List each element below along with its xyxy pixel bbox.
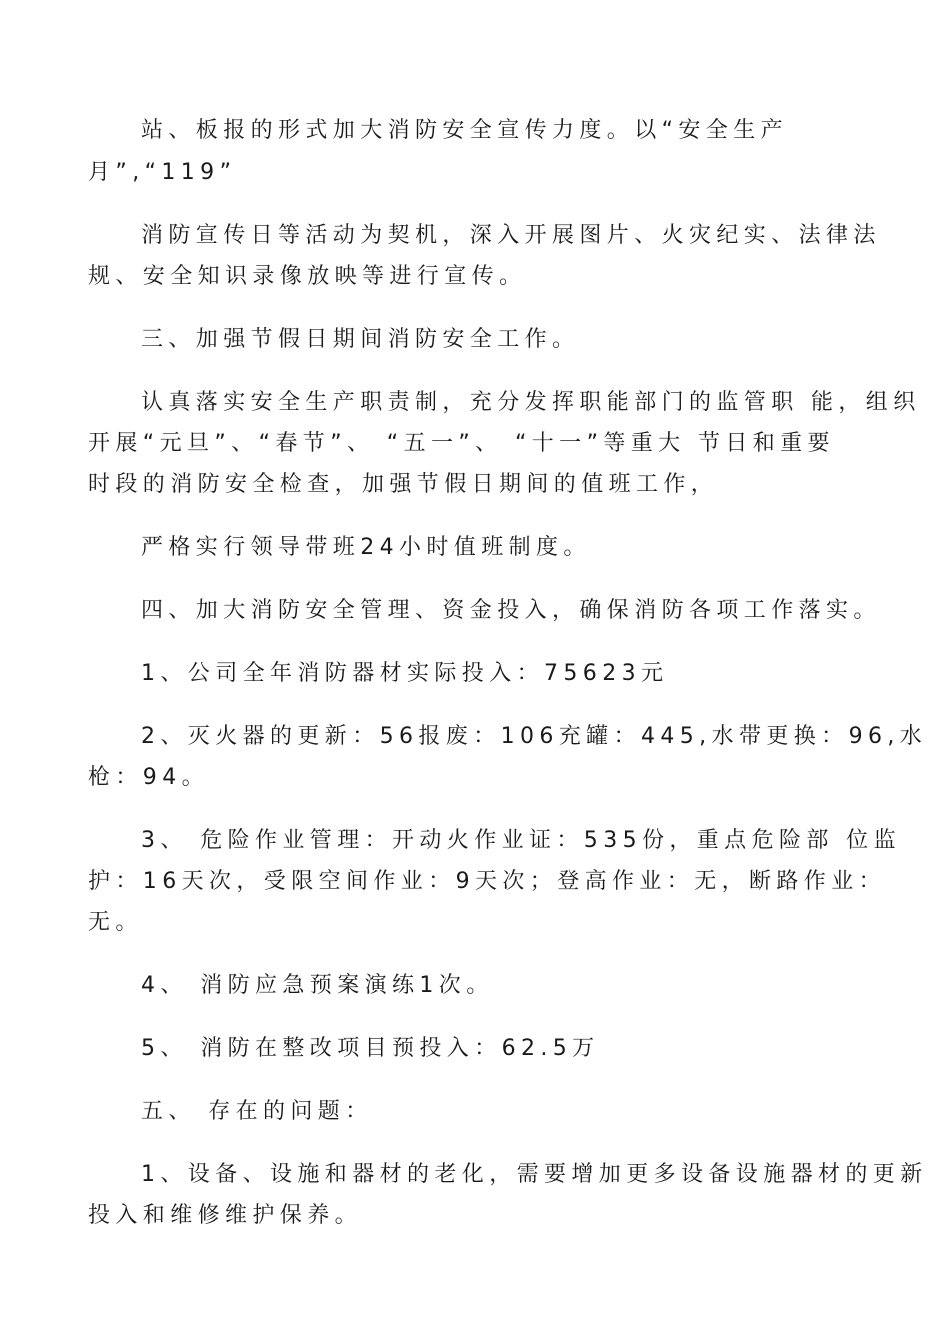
list-item-continuation: 护：16天次，受限空间作业：9天次；登高作业：无，断路作业： xyxy=(88,869,886,894)
list-item: 3、 危险作业管理：开动火作业证：535份，重点危险部 位监 xyxy=(141,828,901,853)
section-heading: 五、 存在的问题： xyxy=(141,1099,373,1124)
section-heading: 三、加强节假日期间消防安全工作。 xyxy=(141,327,580,352)
list-item-continuation: 无。 xyxy=(88,910,143,935)
paragraph-line: 时段的消防安全检查，加强节假日期间的值班工作， xyxy=(88,472,719,497)
paragraph-line: 严格实行领导带班24小时值班制度。 xyxy=(141,535,591,560)
list-item: 2、灭火器的更新：56报废：106充罐：445,水带更换：96,水 xyxy=(141,724,928,749)
paragraph-line: 开展“元旦”、“春节”、 “五一”、 “十一”等重大 节日和重要 xyxy=(88,431,835,456)
section-heading: 四、加大消防安全管理、资金投入，确保消防各项工作落实。 xyxy=(141,598,881,623)
list-item-continuation: 枪：94。 xyxy=(88,765,209,790)
paragraph-line: 规、安全知识录像放映等进行宣传。 xyxy=(88,264,527,289)
paragraph-line: 认真落实安全生产职责制，充分发挥职能部门的监管职 能，组织 xyxy=(141,390,921,415)
paragraph-line: 月”,“119” xyxy=(88,160,237,185)
list-item: 5、 消防在整改项目预投入：62.5万 xyxy=(141,1036,600,1061)
list-item: 4、 消防应急预案演练1次。 xyxy=(141,973,494,998)
list-item-continuation: 投入和维修维护保养。 xyxy=(88,1203,363,1228)
list-item: 1、公司全年消防器材实际投入：75623元 xyxy=(141,661,669,686)
paragraph-line: 站、板报的形式加大消防安全宣传力度。以“安全生产 xyxy=(141,118,788,143)
paragraph-line: 消防宣传日等活动为契机，深入开展图片、火灾纪实、法律法 xyxy=(141,223,881,248)
list-item: 1、设备、设施和器材的老化，需要增加更多设备设施器材的更新 xyxy=(141,1162,928,1187)
